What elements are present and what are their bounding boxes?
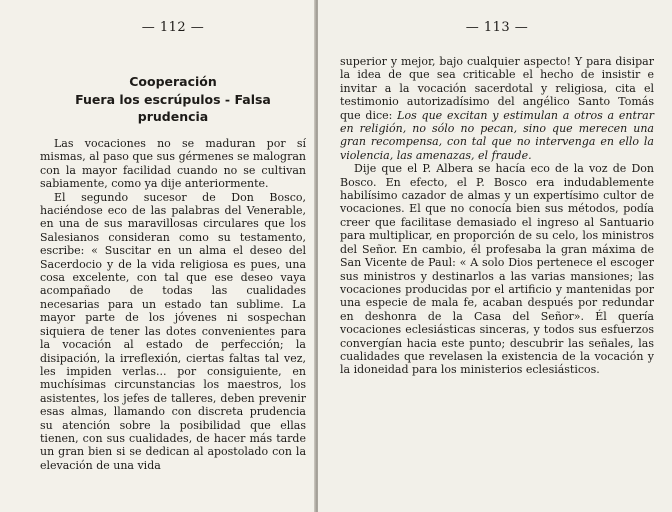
chapter-title: Cooperación xyxy=(129,74,217,89)
left-body-text xyxy=(40,137,306,472)
right-page xyxy=(318,0,672,512)
chapter-subtitle: Fuera los escrúpulos - Falsa prudencia xyxy=(75,92,271,124)
paragraph xyxy=(340,55,654,162)
paragraph-text: superior y mejor, bajo cualquier aspecto! Y para disipar la idea de que sea criticable el hecho de insistir e invitar a la vocación sacerdotal y religiosa, cita el testimonio autorizadísimo del angélico Santo Tomás que dice: xyxy=(340,55,654,122)
left-page xyxy=(0,0,316,512)
page-number: — 112 — xyxy=(141,20,205,35)
paragraph: Las vocaciones no se maduran por sí mismas, al paso que sus gérmenes se malogran con la mayor facilidad cuando no se cultivan sabiamente, como ya dije anteriormente. xyxy=(40,137,306,191)
paragraph: El segundo sucesor de Don Bosco, haciéndose eco de las palabras del Venerable, en una de sus maravillosas circulares que los Salesianos consideran como su testamento, escribe: « Suscitar en un alma el deseo del Sacerdocio y de la vida religiosa es pues, una cosa excelente, con tal que ese deseo vaya acompañado de todas las cualidades necesarias para un estado tan sublime. La mayor parte de los jóvenes ni sospechan siquiera de tener las dotes convenientes para la vocación al estado de perfección; la disipación, la irreflexión, ciertas faltas tal vez, les impiden verlas... por consiguiente, en muchísimas circunstancias los maestros, los asistentes, los jefes de talleres, deben prevenir esas almas, llamando con discreta prudencia su atención sobre la posibilidad que ellas tienen, con sus cualidades, de hacer más tarde un gran bien si se dedican al apostolado con la elevación de una vida xyxy=(40,190,306,472)
page-number: — 113 — xyxy=(465,20,529,35)
paragraph: Dije que el P. Albera se hacía eco de la voz de Don Bosco. En efecto, el P. Bosco era indudablemente habilísimo cazador de almas y un expertísimo cultor de vocaciones. El que no conocía bien sus métodos, podía creer que facilitase demasiado el ingreso al Santuario para multiplicar, en proporción de su celo, los ministros del Señor. En cambio, él profesaba la gran máxima de San Vicente de Paul: « A solo Dios pertenece el escoger sus ministros y destinarlos a las varias mansiones; las vocaciones producidas por el artificio y mantenidas por una especie de mala fe, acaban después por redundar en deshonra de la Casa del Señor». Él quería vocaciones eclesiásticas sinceras, y todos sus esfuerzos convergían hacia este punto; descubrir las señales, las cualidades que revelasen la existencia de la vocación y la idoneidad para los ministerios eclesiásticos. xyxy=(340,162,654,377)
right-body-text xyxy=(340,55,654,377)
quotation: Los que excitan y estimulan a otros a entrar en religión, no sólo no pecan, sino que merecen una gran recompensa, con tal que no intervenga en ello la violencia, las amenazas, el fraude. xyxy=(340,108,654,162)
